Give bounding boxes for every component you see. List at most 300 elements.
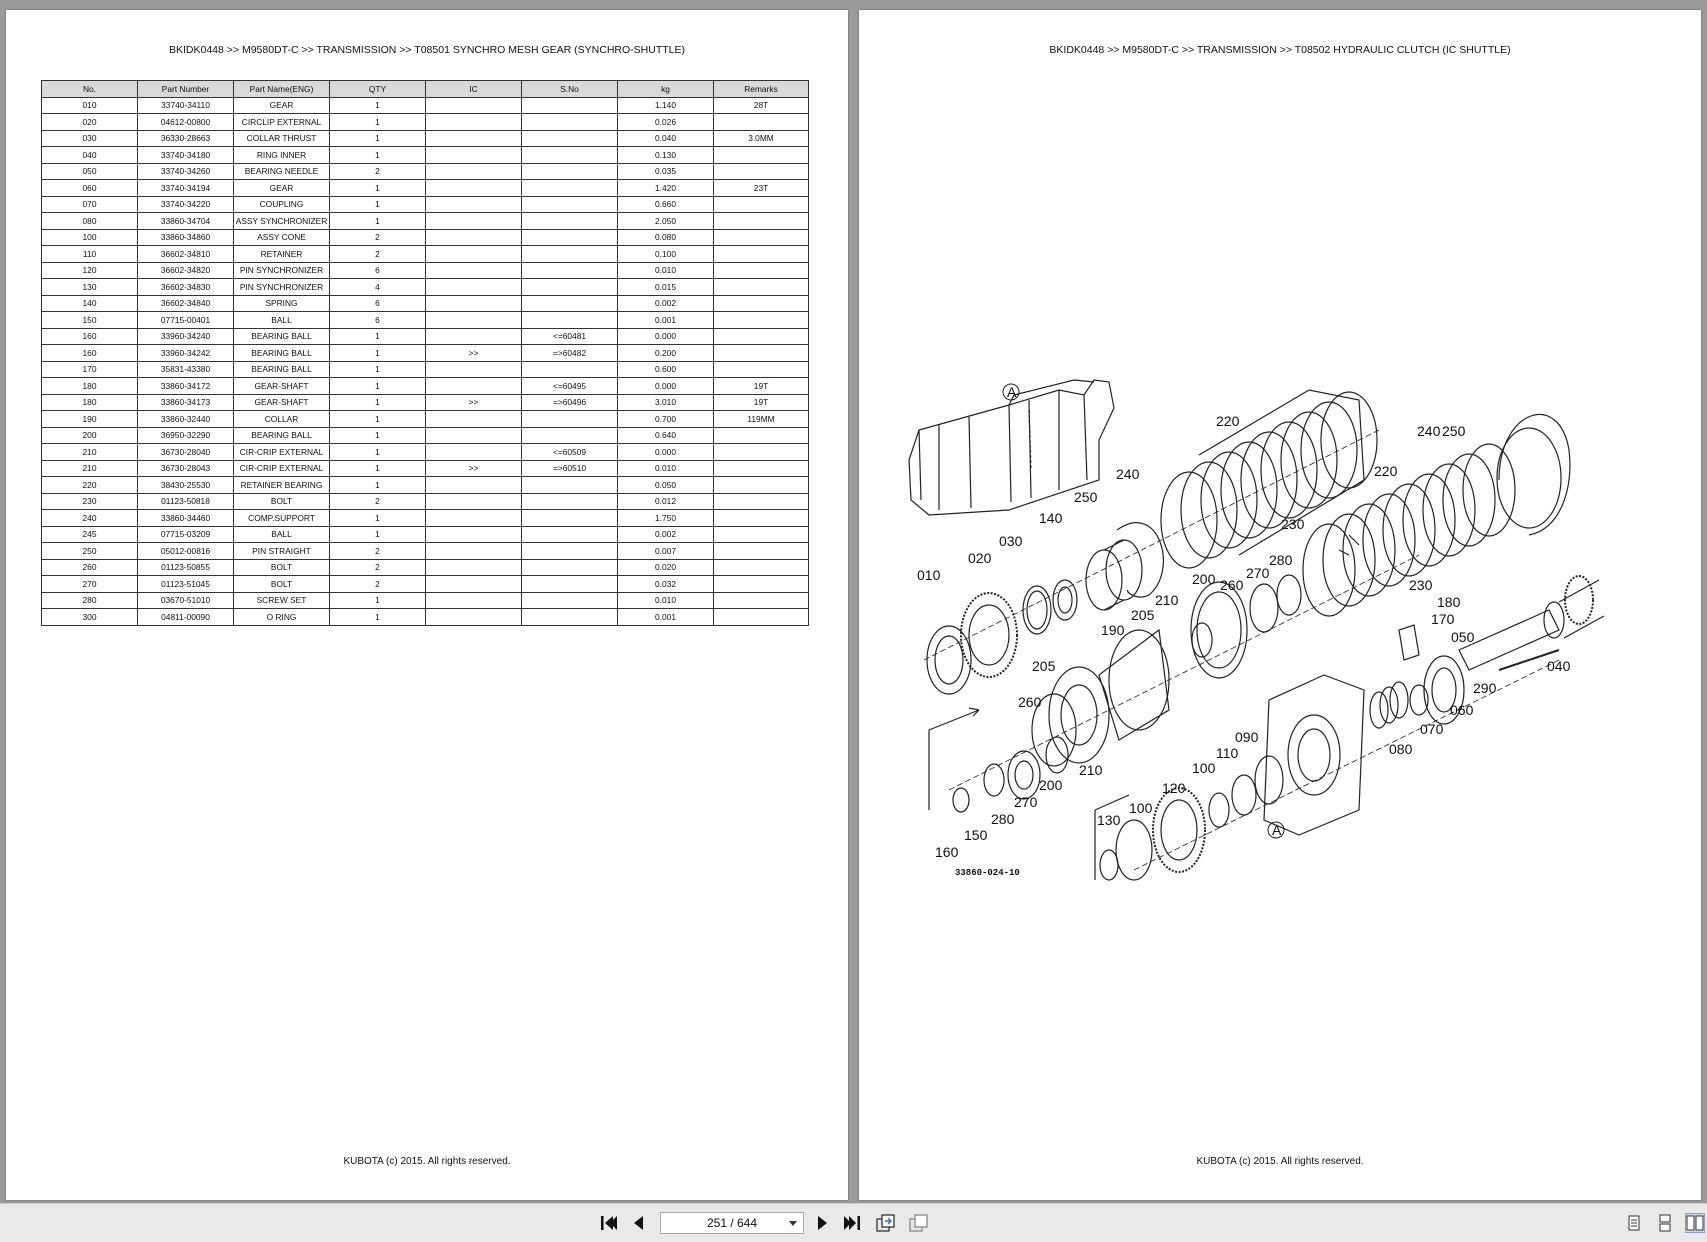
table-cell [714, 147, 809, 164]
table-cell: 1.140 [618, 97, 714, 114]
svg-text:100: 100 [1129, 800, 1153, 816]
facing-view-icon[interactable] [1686, 1214, 1704, 1232]
table-cell: 19T [714, 378, 809, 395]
table-cell: PIN STRAIGHT [234, 543, 330, 560]
svg-text:130: 130 [1097, 812, 1121, 828]
svg-text:020: 020 [968, 550, 992, 566]
svg-text:090: 090 [1235, 729, 1259, 745]
table-cell [522, 493, 618, 510]
table-cell [714, 213, 809, 230]
table-cell [714, 114, 809, 131]
table-cell: 210 [42, 444, 138, 461]
table-cell [522, 213, 618, 230]
svg-text:140: 140 [1039, 510, 1063, 526]
rotate-view-icon[interactable] [875, 1213, 897, 1233]
table-cell: O RING [234, 609, 330, 626]
table-cell: 1 [330, 97, 426, 114]
table-cell: 38430-25530 [138, 477, 234, 494]
table-cell: 1 [330, 196, 426, 213]
table-cell [426, 411, 522, 428]
table-row [42, 460, 809, 477]
table-row [42, 196, 809, 213]
table-cell [426, 576, 522, 593]
table-cell: 1 [330, 609, 426, 626]
table-cell: 0.020 [618, 559, 714, 576]
table-cell [426, 477, 522, 494]
svg-text:150: 150 [964, 827, 988, 843]
table-cell [426, 427, 522, 444]
table-cell: >> [426, 394, 522, 411]
table-cell: 07715-00401 [138, 312, 234, 329]
page-number-select[interactable] [660, 1212, 804, 1234]
table-cell: 36730-28040 [138, 444, 234, 461]
svg-text:280: 280 [1269, 552, 1293, 568]
table-cell: 0.010 [618, 592, 714, 609]
table-cell: GEAR-SHAFT [234, 378, 330, 395]
parts-table-header-cell: Remarks [714, 81, 809, 98]
table-cell: 2 [330, 559, 426, 576]
svg-text:250: 250 [1074, 489, 1098, 505]
table-cell [522, 279, 618, 296]
table-cell: 36602-34840 [138, 295, 234, 312]
table-row [42, 361, 809, 378]
table-cell: 33960-34242 [138, 345, 234, 362]
table-cell: SPRING [234, 295, 330, 312]
table-cell [522, 543, 618, 560]
table-cell: BOLT [234, 559, 330, 576]
table-row [42, 130, 809, 147]
table-row [42, 378, 809, 395]
table-cell [426, 147, 522, 164]
table-cell: 33740-34194 [138, 180, 234, 197]
table-cell [714, 427, 809, 444]
svg-text:010: 010 [917, 567, 941, 583]
table-cell: 0.010 [618, 262, 714, 279]
table-row [42, 559, 809, 576]
table-cell: 030 [42, 130, 138, 147]
table-cell [714, 279, 809, 296]
support-housing-drawing [1264, 675, 1364, 835]
svg-text:A: A [1007, 384, 1017, 400]
table-cell: 140 [42, 295, 138, 312]
table-cell [426, 444, 522, 461]
svg-text:200: 200 [1039, 777, 1063, 793]
table-cell [714, 510, 809, 527]
table-cell: 1 [330, 378, 426, 395]
right-page-breadcrumb: BKIDK0448 >> M9580DT-C >> TRANSMISSION >> T08502 HYDRAULIC CLUTCH (IC SHUTTLE) [1049, 44, 1511, 56]
parts-table-header-cell: S.No [522, 81, 618, 98]
table-cell: 1 [330, 427, 426, 444]
table-cell: PIN SYNCHRONIZER [234, 262, 330, 279]
table-cell: 0.035 [618, 163, 714, 180]
table-cell: CIRCLIP EXTERNAL [234, 114, 330, 131]
table-cell: 040 [42, 147, 138, 164]
svg-text:100: 100 [1192, 760, 1216, 776]
table-cell: 0.050 [618, 477, 714, 494]
table-row [42, 493, 809, 510]
table-row [42, 279, 809, 296]
table-cell: 010 [42, 97, 138, 114]
table-cell: 1 [330, 394, 426, 411]
table-row [42, 246, 809, 263]
svg-text:260: 260 [1220, 577, 1244, 593]
page-number-value: 251 / 644 [706, 1216, 758, 1230]
table-cell: COLLAR [234, 411, 330, 428]
table-cell: 0.700 [618, 411, 714, 428]
right-page [859, 10, 1701, 1200]
table-cell [522, 97, 618, 114]
svg-text:250: 250 [1442, 423, 1466, 439]
table-cell: 0.012 [618, 493, 714, 510]
table-cell: 0.001 [618, 312, 714, 329]
svg-text:230: 230 [1409, 577, 1433, 593]
table-cell [426, 609, 522, 626]
parts-table-header [42, 81, 809, 98]
table-cell [714, 526, 809, 543]
svg-text:190: 190 [1101, 622, 1125, 638]
table-cell [426, 229, 522, 246]
table-row [42, 262, 809, 279]
table-cell: 150 [42, 312, 138, 329]
table-cell [522, 180, 618, 197]
prev-page-icon[interactable] [628, 1213, 650, 1233]
table-cell [426, 97, 522, 114]
table-cell: 0.026 [618, 114, 714, 131]
table-cell: 080 [42, 213, 138, 230]
right-page-footer: KUBOTA (c) 2015. All rights reserved. [1196, 1156, 1364, 1167]
svg-text:280: 280 [991, 811, 1015, 827]
left-page-footer: KUBOTA (c) 2015. All rights reserved. [343, 1156, 511, 1167]
table-cell: 3.0MM [714, 130, 809, 147]
table-cell: 2 [330, 493, 426, 510]
table-cell: 6 [330, 295, 426, 312]
table-cell: 2 [330, 543, 426, 560]
table-cell: 01123-50855 [138, 559, 234, 576]
table-cell [426, 510, 522, 527]
table-cell: 6 [330, 262, 426, 279]
table-cell [522, 592, 618, 609]
table-cell: 2 [330, 229, 426, 246]
table-cell: 05012-00816 [138, 543, 234, 560]
table-cell: 060 [42, 180, 138, 197]
table-cell: 28T [714, 97, 809, 114]
svg-text:110: 110 [1216, 745, 1239, 761]
table-cell: 33740-34180 [138, 147, 234, 164]
table-cell [426, 312, 522, 329]
table-row [42, 229, 809, 246]
table-cell [714, 345, 809, 362]
table-cell: 04612-00800 [138, 114, 234, 131]
table-cell: BOLT [234, 576, 330, 593]
table-row [42, 576, 809, 593]
svg-text:270: 270 [1014, 794, 1038, 810]
svg-text:060: 060 [1450, 702, 1474, 718]
table-cell: RETAINER [234, 246, 330, 263]
svg-text:120: 120 [1162, 780, 1186, 796]
table-cell: 100 [42, 229, 138, 246]
table-cell: <=60495 [522, 378, 618, 395]
table-cell: BOLT [234, 493, 330, 510]
drawing-code: 33860-024-10 [955, 868, 1020, 878]
table-cell [522, 477, 618, 494]
left-page-breadcrumb: BKIDK0448 >> M9580DT-C >> TRANSMISSION >> T08501 SYNCHRO MESH GEAR (SYNCHRO-SHUTTLE) [168, 44, 686, 56]
table-cell: 04811-00090 [138, 609, 234, 626]
table-cell: ASSY SYNCHRONIZER [234, 213, 330, 230]
parts-table-header-cell: Part Name(ENG) [234, 81, 330, 98]
table-cell: 1 [330, 592, 426, 609]
table-cell: 6 [330, 312, 426, 329]
viewer-toolbar [0, 1203, 1707, 1242]
table-cell: COLLAR THRUST [234, 130, 330, 147]
table-cell: =>60496 [522, 394, 618, 411]
table-cell: BEARING NEEDLE [234, 163, 330, 180]
table-cell: COMP.SUPPORT [234, 510, 330, 527]
table-cell [522, 295, 618, 312]
table-cell [522, 130, 618, 147]
table-cell: GEAR-SHAFT [234, 394, 330, 411]
table-cell: 33860-34860 [138, 229, 234, 246]
table-cell: 2.050 [618, 213, 714, 230]
table-cell [522, 114, 618, 131]
table-cell: 36602-34830 [138, 279, 234, 296]
table-cell [426, 180, 522, 197]
svg-text:220: 220 [1374, 463, 1398, 479]
table-cell [426, 295, 522, 312]
table-cell: 220 [42, 477, 138, 494]
table-cell [522, 229, 618, 246]
table-cell [426, 361, 522, 378]
table-cell [714, 576, 809, 593]
table-cell: 36730-28043 [138, 460, 234, 477]
table-cell [522, 196, 618, 213]
table-cell: 0.000 [618, 378, 714, 395]
table-cell [714, 262, 809, 279]
table-cell [426, 328, 522, 345]
table-cell: 0.007 [618, 543, 714, 560]
table-cell: 33740-34260 [138, 163, 234, 180]
table-cell [522, 510, 618, 527]
table-cell: 3.010 [618, 394, 714, 411]
two-page-view-icon[interactable] [908, 1213, 930, 1233]
table-cell: 1 [330, 411, 426, 428]
table-cell: 1 [330, 345, 426, 362]
table-cell [522, 559, 618, 576]
table-cell: 36602-34810 [138, 246, 234, 263]
table-cell: 33860-34704 [138, 213, 234, 230]
chevron-down-icon[interactable] [789, 1221, 797, 1226]
table-row [42, 114, 809, 131]
table-cell: 0.200 [618, 345, 714, 362]
table-cell [522, 411, 618, 428]
continuous-view-icon[interactable] [1656, 1214, 1674, 1232]
table-row [42, 510, 809, 527]
table-cell: 33860-34172 [138, 378, 234, 395]
table-row [42, 345, 809, 362]
table-cell: 0.100 [618, 246, 714, 263]
table-cell: 0.080 [618, 229, 714, 246]
table-cell [522, 262, 618, 279]
table-cell [426, 213, 522, 230]
table-cell: 0.130 [618, 147, 714, 164]
table-cell: BEARING BALL [234, 427, 330, 444]
svg-text:070: 070 [1420, 721, 1444, 737]
svg-text:170: 170 [1431, 611, 1455, 627]
part-010-gear-drawing [927, 593, 1017, 694]
table-cell [522, 163, 618, 180]
table-cell: 120 [42, 262, 138, 279]
table-cell: 33740-34110 [138, 97, 234, 114]
first-page-icon[interactable] [598, 1213, 620, 1233]
table-cell [522, 427, 618, 444]
table-cell: 200 [42, 427, 138, 444]
table-cell: 260 [42, 559, 138, 576]
table-row [42, 295, 809, 312]
table-cell [714, 361, 809, 378]
table-row [42, 543, 809, 560]
parts-table-header-cell: Part Number [138, 81, 234, 98]
table-cell [522, 147, 618, 164]
table-cell: <=60481 [522, 328, 618, 345]
table-cell: 119MM [714, 411, 809, 428]
table-cell [426, 378, 522, 395]
parts-table-header-cell: IC [426, 81, 522, 98]
table-cell: 2 [330, 576, 426, 593]
parts-table-header-cell: kg [618, 81, 714, 98]
clutch-drum-drawing [1032, 630, 1169, 766]
table-cell: 0.001 [618, 609, 714, 626]
table-cell: 0.010 [618, 460, 714, 477]
next-page-icon[interactable] [811, 1213, 833, 1233]
table-cell: 1 [330, 213, 426, 230]
table-cell: 2 [330, 163, 426, 180]
table-cell: <=60509 [522, 444, 618, 461]
table-cell: 1 [330, 180, 426, 197]
table-cell: 33740-34220 [138, 196, 234, 213]
table-cell: BALL [234, 312, 330, 329]
table-cell [714, 477, 809, 494]
table-row [42, 147, 809, 164]
table-cell: 36330-28663 [138, 130, 234, 147]
table-cell: COUPLING [234, 196, 330, 213]
table-row [42, 526, 809, 543]
table-cell: 0.000 [618, 328, 714, 345]
table-cell: 1 [330, 510, 426, 527]
table-cell: >> [426, 345, 522, 362]
table-cell: CIR-CRIP EXTERNAL [234, 444, 330, 461]
table-row [42, 394, 809, 411]
parts-table-header-cell: No. [42, 81, 138, 98]
table-cell: 1 [330, 361, 426, 378]
table-cell: 0.002 [618, 526, 714, 543]
table-cell [426, 163, 522, 180]
table-cell: RING INNER [234, 147, 330, 164]
table-cell [714, 328, 809, 345]
table-cell [714, 543, 809, 560]
table-cell: 1 [330, 460, 426, 477]
clutch-pack-upper-drawing [1161, 390, 1377, 568]
table-cell: 1 [330, 526, 426, 543]
table-cell: 170 [42, 361, 138, 378]
table-cell: 0.040 [618, 130, 714, 147]
table-cell: BEARING BALL [234, 328, 330, 345]
table-cell [522, 609, 618, 626]
table-cell: 4 [330, 279, 426, 296]
table-cell: 1 [330, 114, 426, 131]
table-cell: 1.420 [618, 180, 714, 197]
table-cell: 050 [42, 163, 138, 180]
table-cell [426, 196, 522, 213]
table-cell: 33860-34460 [138, 510, 234, 527]
table-cell: 0.600 [618, 361, 714, 378]
svg-text:200: 200 [1192, 571, 1216, 587]
table-cell: 36950-32290 [138, 427, 234, 444]
single-page-view-icon[interactable] [1625, 1214, 1643, 1232]
svg-text:260: 260 [1018, 694, 1042, 710]
table-row [42, 592, 809, 609]
table-cell [714, 196, 809, 213]
table-cell [426, 246, 522, 263]
table-cell: CIR-CRIP EXTERNAL [234, 460, 330, 477]
table-cell: 0.660 [618, 196, 714, 213]
table-cell: PIN SYNCHRONIZER [234, 279, 330, 296]
table-cell: 1 [330, 328, 426, 345]
svg-text:270: 270 [1246, 565, 1270, 581]
table-cell: BEARING BALL [234, 361, 330, 378]
table-cell: >> [426, 460, 522, 477]
table-row [42, 213, 809, 230]
svg-text:160: 160 [935, 844, 959, 860]
table-cell: 1 [330, 147, 426, 164]
table-cell: 300 [42, 609, 138, 626]
table-cell: RETAINER BEARING [234, 477, 330, 494]
svg-text:240: 240 [1417, 423, 1441, 439]
table-cell [426, 526, 522, 543]
table-cell: 19T [714, 394, 809, 411]
table-cell: 01123-50818 [138, 493, 234, 510]
table-cell [714, 609, 809, 626]
table-cell: 240 [42, 510, 138, 527]
table-cell: 230 [42, 493, 138, 510]
parts-table-header-cell: QTY [330, 81, 426, 98]
table-cell: 190 [42, 411, 138, 428]
table-cell: 35831-43380 [138, 361, 234, 378]
table-cell [426, 543, 522, 560]
table-cell: 160 [42, 328, 138, 345]
table-cell: 180 [42, 394, 138, 411]
exploded-parts-diagram [859, 10, 1701, 1200]
table-cell: 020 [42, 114, 138, 131]
last-page-icon[interactable] [841, 1213, 863, 1233]
table-cell: BEARING BALL [234, 345, 330, 362]
table-cell: 23T [714, 180, 809, 197]
table-cell: 0.000 [618, 444, 714, 461]
table-cell [714, 444, 809, 461]
table-cell: 280 [42, 592, 138, 609]
table-cell: 210 [42, 460, 138, 477]
svg-text:210: 210 [1155, 592, 1179, 608]
table-cell [714, 559, 809, 576]
table-row [42, 312, 809, 329]
table-row [42, 411, 809, 428]
table-cell [714, 295, 809, 312]
table-cell: 070 [42, 196, 138, 213]
table-cell [714, 163, 809, 180]
svg-text:230: 230 [1281, 516, 1305, 532]
table-cell: GEAR [234, 180, 330, 197]
svg-text:030: 030 [999, 533, 1023, 549]
table-cell [522, 312, 618, 329]
table-cell: =>60510 [522, 460, 618, 477]
